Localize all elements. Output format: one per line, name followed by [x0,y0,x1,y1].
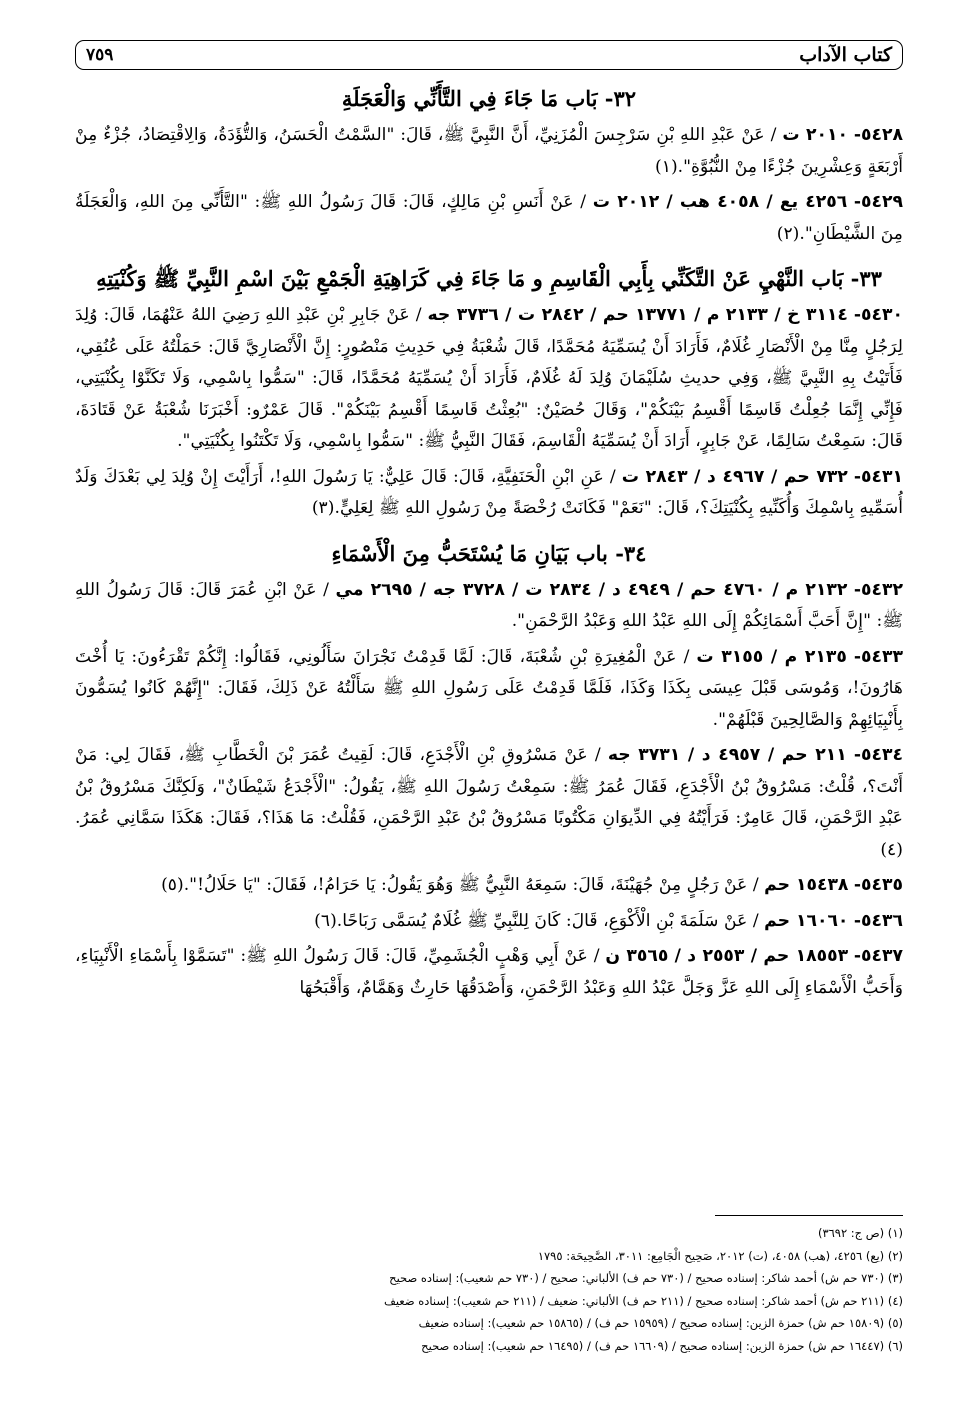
hadith-number: ٥٤٣٣- [853,646,903,667]
footnotes [73,1222,903,1357]
hadith-5434 [75,740,903,866]
hadith-5436 [75,906,903,938]
footnote-4: (٤) (٢١١ حم ش) أحمد شاكر: إسناده صحيح / (٢١١ حم ف) الألباني: ضعيف / (٢١١ حم شعيب): إسناده ضعيف [383,1293,903,1308]
footnote-6: (٦) (١٦٤٤٧ حم ش) حمزة الزين: إسناده صحيح / (١٦٦٠٩ حم ف) / (١٦٤٩٥ حم شعيب): إسناده صحيح [421,1338,903,1353]
footnote-separator [715,1215,903,1216]
hadith-5428 [75,120,903,183]
book-title: كتاب الآداب [799,44,892,66]
hadith-number: ٥٤٣٠- [853,305,903,325]
hadith-number: ٥٤٣٢- [853,579,903,600]
hadith-5435 [75,870,903,902]
hadith-number: ٥٤٣٧- [853,946,903,966]
hadith-text: / عَنِ ابْنِ الْحَنَفِيَّةِ، قَالَ: قَالَ عَلِيٌّ: يَا رَسُولَ اللهِ!، أَرَأَيْتَ إِنْ وُلِدَ لِي بَعْدَكَ وَلَدٌ أُسَمِّيهِ بِاسْمِكَ وَأُكَنِّيهِ بِكُنْيَتِكَ؟، قَالَ: "نَعَمْ" فَكَانَتْ رُخْصَةً مِنْ رَسُولِ اللهِ ﷺ لِعَلِيٍّ.(٣) [75,466,903,518]
hadith-number: ٥٤٣١- [853,466,903,487]
chapter-heading-34: ٣٤- باب بَيَانِ مَا يُسْتَحَبُّ مِنَ الْأَسْمَاءِ [331,540,647,566]
hadith-number: ٥٤٣٦- [853,910,903,931]
hadith-refs: ٣١١٤ خ / ٢١٣٣ م / ١٣٧٧١ حم / ٢٨٤٢ ت / ٣٧٣٦ جه [427,305,848,325]
hadith-refs: ١٨٥٥٣ حم / ٢٥٥٣ د / ٣٥٦٥ ن [605,946,849,966]
hadith-refs: ٢١٣٥ م / ٣١٥٥ ت [696,646,847,667]
hadith-refs: ٢١٣٢ م / ٤٧٦٠ حم / ٤٩٤٩ د / ٢٨٣٤ ت / ٣٧٢٨ جه / ٢٦٩٥ مي [335,579,848,600]
hadith-5433 [75,642,903,737]
hadith-text: / عَنْ عَبْدِ اللهِ بْنِ سَرْجِسَ الْمُزَنِيِّ، أَنَّ النَّبِيَّ ﷺ، قَالَ: "السَّمْتُ الْحَسَنُ، وَالتُّؤَدَةُ، وَالِاقْتِصَادُ، جُزْءٌ مِنْ أَرْبَعَةٍ وَعِشْرِينَ جُزْءًا مِنْ النُّبُوَّةِ".(١) [75,125,903,177]
hadith-5432 [75,575,903,638]
page-number: ٧٥٩ [86,45,114,65]
hadith-text: / عَنْ جَابِرِ بْنِ عَبْدِ اللهِ رَضِيَ اللهُ عَنْهُمَا، قَالَ: وُلِدَ لِرَجُلٍ مِنَّا مِنْ الْأَنْصَارِ غُلَامٌ، فَأَرَادَ أَنْ يُسَمِّيَهُ مُحَمَّدًا، قَالَ شُعْبَةُ فِي حَدِيثِ مَنْصُورٍ: إِنَّ الْأَنْصَارِيَّ قَالَ: حَمَلْتُهُ عَلَى عُنُقِي، فَأَتَيْتُ بِهِ النَّبِيَّ ﷺ، وَفِي حديثِ سُلَيْمَانَ وُلِدَ لَهُ غُلَامٌ، فَأَرَادَ أَنْ يُسَمِّيَهُ مُحَمَّدًا، قَالَ: "سَمُّوا بِاسْمِي، وَلَا تَكَنَّوْا بِكُنْيَتِي، فَإِنِّي إِنَّمَا جُعِلْتُ قَاسِمًا أَقْسِمُ بَيْنَكُمْ"، وَقَالَ حُصَيْنٌ: "بُعِثْتُ قَاسِمًا أَقْسِمُ بَيْنَكُمْ". قَالَ عَمْرٌو: أَخْبَرَنَا شُعْبَةُ عَنْ قَتَادَةَ، قَالَ: سَمِعْتُ سَالِمًا، عَنْ جَابِرٍ، أَرَادَ أَنْ يُسَمِّيَهُ الْقَاسِمَ، فَقَالَ النَّبِيُّ ﷺ: "سَمُّوا بِاسْمِي، وَلَا تَكْتَنُوا بِكُنْيَتِي". [75,305,903,451]
hadith-refs: ١٥٤٣٨ حم [764,875,849,895]
hadith-number: ٥٤٣٤- [853,745,903,765]
hadith-5431 [75,462,903,525]
footnote-5: (٥) (١٥٨٠٩ حم ش) حمزة الزين: إسناده صحيح / (١٥٩٥٩ حم ف) / (١٥٨٦٥ حم شعيب): إسناده ضعيف [418,1316,903,1330]
hadith-text: / عَنْ مَسْرُوقِ بْنِ الْأَجْدَعِ، قَالَ: لَقِيتُ عُمَرَ بْنَ الْخَطَّابِ ﷺ، فَقَالَ لِي: مَنْ أَنْتَ؟، قُلْتُ: مَسْرُوقُ بْنُ الْأَجْدَعِ، فَقَالَ عُمَرُ ﷺ: سَمِعْتُ رَسُولَ اللهِ ﷺ، يَقُولُ: "الْأَجْدَعُ شَيْطَانٌ"، وَلَكِنَّكَ مَسْرُوقُ بْنُ عَبْدِ الرَّحْمَنِ، قَالَ عَامِرٌ: فَرَأَيْتُهُ فِي الدِّيوَانِ مَكْتُوبًا مَسْرُوقُ بْنُ عَبْدِ الرَّحْمَنِ، فَقُلْتُ: مَا هَذَا؟، فَقَالَ: هَكَذَا سَمَّانِي عُمَرُ.(٤) [75,745,903,860]
hadith-text: / عَنْ سَلَمَةَ بْنِ الْأَكْوَعِ، قَالَ: كَانَ لِلنَّبِيِّ ﷺ غُلَامٌ يُسَمَّى رَبَاحًا.(٦) [314,910,759,931]
hadith-text: / عَنْ أَبِي وَهْبٍ الْجُشَمِيِّ، قَالَ: قَالَ رَسُولُ اللهِ ﷺ: "تَسَمَّوْا بِأَسْمَاءِ الْأَنْبِيَاءِ، وَأَحَبُّ الْأَسْمَاءِ إِلَى اللهِ عَزَّ وَجَلَّ عَبْدُ اللهِ وَعَبْدُ الرَّحْمَنِ، وَأَصْدَقُهَا حَارِثٌ وَهَمَّامٌ، وَأَقْبَحُهَا [75,946,903,998]
hadith-refs: ٢١١ حم / ٤٩٥٧ د / ٣٧٣١ جه [607,745,847,765]
chapter-heading-32: ٣٢- بَاب مَا جَاءَ فِي التَّأَنِّي وَالْعَجَلَةِ [341,86,637,111]
page-header [75,40,903,70]
hadith-5429 [75,187,903,250]
footnote-2: (٢) (يع) ٤٢٥٦، (هب) ٤٠٥٨، (ت) ٢٠١٢، صَحِيح الْجَامِع: ٣٠١١، الصَّحِيحَة: ١٧٩٥ [537,1248,903,1263]
hadith-refs: ١٦٠٦٠ حم [764,910,849,931]
hadith-refs: ٢٠١٠ ت [782,125,848,145]
hadith-refs: ٧٣٢ حم / ٤٩٦٧ د / ٢٨٤٣ ت [621,466,848,487]
page-body [75,40,903,1008]
hadith-number: ٥٤٢٩- [853,192,903,212]
hadith-refs: ٤٢٥٦ يع / ٤٠٥٨ هب / ٢٠١٢ ت [592,192,848,212]
footnote-3: (٣) (٧٣٠ حم ش) أحمد شاكر: إسناده صحيح / (٧٣٠ حم ف) الألباني: صحيح / (٧٣٠ حم شعيب): إسناده صحيح [389,1271,903,1285]
hadith-number: ٥٤٢٨- [853,125,904,145]
hadith-text: / عَنْ أَنَسِ بْنِ مَالِكٍ، قَالَ: قَالَ رَسُولُ اللهِ ﷺ: "التَّأَنِّي مِنَ اللهِ، وَالْعَجَلَةُ مِنَ الشَّيْطَانِ".(٢) [75,192,903,244]
chapter-heading-33: ٣٣- بَاب النَّهْيِ عَنْ التَّكَنِّي بِأَبِي الْقَاسِمِ و مَا جَاءَ فِي كَرَاهِيَةِ الْجَمْعِ بَيْنَ اسْمِ النَّبِيِّ ﷺ وَكُنْيَتِهِ [96,266,882,291]
hadith-5437 [75,941,903,1004]
hadith-text: / عَنْ رَجُلٍ مِنْ جُهَيْنَةَ، قَالَ: سَمِعَهُ النَّبِيُّ ﷺ وَهُوَ يَقُولُ: يَا حَرَامُ!، فَقَالَ: "يَا حَلَالُ!".(٥) [161,875,759,895]
hadith-5430 [75,300,903,458]
hadith-text: / عَنْ الْمُغِيرَةِ بْنِ شُعْبَةَ، قَالَ: لَمَّا قَدِمْتُ نَجْرَانَ سَأَلُونِي، فَقَالُوا: إِنَّكُمْ تَقْرَءُونَ: يَا أُخْتَ هَارُونَ!، وَمُوسَى قَبْلَ عِيسَى بِكَذَا وَكَذَا، فَلَمَّا قَدِمْتُ عَلَى رَسُولِ اللهِ ﷺ سَأَلْتُهُ عَنْ ذَلِكَ، فَقَالَ: "إِنَّهُمْ كَانُوا يُسَمُّونَ بِأَنْبِيَائِهِمْ وَالصَّالِحِينَ قَبْلَهُمْ". [75,646,903,730]
footnote-1: (١) (ص ج: ٣٦٩٢) [817,1226,903,1240]
hadith-text: / عَنْ ابْنِ عُمَرَ قَالَ: قَالَ رَسُولُ اللهِ ﷺ: "إِنَّ أَحَبَّ أَسْمَائِكُمْ إِلَى اللهِ عَبْدُ اللهِ وَعَبْدُ الرَّحْمَنِ". [75,579,903,631]
hadith-number: ٥٤٣٥- [853,875,903,895]
